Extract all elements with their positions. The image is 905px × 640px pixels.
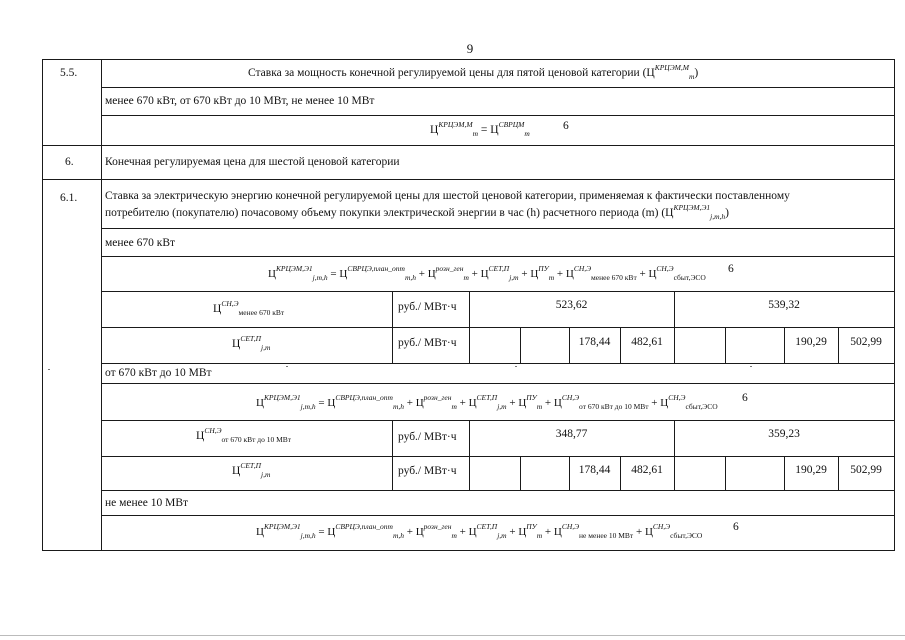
table-rule — [101, 327, 895, 328]
row-title: Конечная регулируемая цена для шестой ценовой категории — [105, 156, 400, 168]
table-border-left — [42, 59, 43, 550]
scan-speck — [48, 369, 50, 370]
page-number: 9 — [466, 41, 474, 56]
footnote-mark: 6 — [728, 263, 734, 275]
value-cell: 190,29 — [795, 464, 827, 476]
unit-label: руб./ МВт·ч — [398, 337, 457, 349]
row-title: Ставка за мощность конечной регулируемой цены для пятой ценовой категории $(Ц^{КРЦЭМ,М}_m)$ — [248, 63, 699, 81]
col-rule — [520, 327, 521, 363]
col-rule — [392, 420, 393, 490]
unit-label: руб./ МВт·ч — [398, 465, 457, 477]
table-rule — [42, 179, 895, 180]
table-rule — [101, 456, 895, 457]
table-rule — [42, 145, 895, 146]
table-rule — [101, 363, 895, 364]
table-rule — [101, 256, 895, 257]
scan-speck — [515, 366, 517, 367]
table-rule — [101, 87, 895, 88]
row-title-line2: потребителю (покупателю) почасовому объему покупки электрической энергии в час (h) расчетного периода (m) $(Ц^{КРЦЭМ,Э1}_{j,m,h})$ — [105, 203, 729, 221]
scan-speck — [750, 366, 752, 367]
col-rule — [725, 327, 726, 363]
row-title-line1: Ставка за электрическую энергию конечной регулируемой цены для шестой ценовой категории, применяемая к фактически поставленному — [105, 190, 790, 202]
table-rule — [42, 59, 895, 60]
table-rule — [101, 515, 895, 516]
col-rule — [725, 456, 726, 490]
rate-label: $Ц^{СЕТ,П}_{j,m}$ — [232, 334, 271, 352]
row-number: 6. — [65, 156, 74, 168]
table-rule — [42, 550, 895, 551]
segment-label: от 670 кВт до 10 МВт — [105, 367, 212, 379]
table-border-right — [894, 59, 895, 550]
col-rule — [520, 456, 521, 490]
unit-label: руб./ МВт·ч — [398, 431, 457, 443]
rate-label: $Ц^{СН,Э}_{от 670 кВт до 10 МВт}$ — [196, 426, 292, 444]
value-cell: 482,61 — [631, 336, 663, 348]
rate-label: $Ц^{СН,Э}_{менее 670 кВт}$ — [213, 299, 285, 317]
segment-label: не менее 10 МВт — [105, 497, 189, 509]
table-rule — [101, 490, 895, 491]
formula: $Ц^{КРЦЭМ,Э1}_{j,m,h} = Ц^{СВРЦЭ,план\_опт}_{m,h} + Ц^{розн\_ген}_m + Ц^{СЕТ,П}_{j,m} + Ц^{ПУ}_m + Ц^{СН,Э}_{от 670 кВт до 10 МВт} + Ц^{СН,Э}_{сбыт,ЭСО}$ — [256, 393, 718, 411]
row-number: 6.1. — [60, 192, 78, 204]
table-rule — [101, 291, 895, 292]
footnote-mark: 6 — [742, 392, 748, 404]
formula: $Ц^{КРЦЭМ,Э1}_{j,m,h} = Ц^{СВРЦЭ,план\_опт}_{m,h} + Ц^{розн\_ген}_m + Ц^{СЕТ,П}_{j,m} + Ц^{ПУ}_m + Ц^{СН,Э}_{не менее 10 МВт} + Ц^{СН,Э}_{сбыт,ЭСО}$ — [256, 522, 703, 540]
scan-speck — [286, 366, 288, 367]
value-cell: 523,62 — [555, 299, 588, 311]
scan-edge — [0, 635, 905, 636]
value-cell: 539,32 — [768, 299, 800, 311]
table-rule — [101, 115, 895, 116]
table-rule — [101, 420, 895, 421]
row-subtitle: менее 670 кВт, от 670 кВт до 10 МВт, не менее 10 МВт — [105, 95, 375, 107]
table-rule — [101, 228, 895, 229]
segment-label: менее 670 кВт — [105, 237, 176, 249]
row-number: 5.5. — [60, 67, 78, 79]
unit-label: руб./ МВт·ч — [398, 301, 457, 313]
table-rule — [101, 383, 895, 384]
value-cell: 178,44 — [578, 336, 611, 348]
rate-label: $Ц^{СЕТ,П}_{j,m}$ — [232, 461, 271, 479]
footnote-mark: 6 — [733, 521, 739, 533]
col-rule — [392, 291, 393, 363]
formula: $Ц^{КРЦЭМ,М}_m = Ц^{СВРЦМ}_m$ — [430, 120, 530, 138]
value-cell: 178,44 — [578, 464, 611, 476]
footnote-mark: 6 — [563, 120, 569, 132]
value-cell: 502,99 — [850, 464, 882, 476]
formula: $Ц^{КРЦЭМ,Э1}_{j,m,h} = Ц^{СВРЦЭ,план\_опт}_{m,h} + Ц^{розн\_ген}_m + Ц^{СЕТ,П}_{j,m} + Ц^{ПУ}_m + Ц^{СН,Э}_{менее 670 кВт} + Ц^{СН,Э}_{сбыт,ЭСО}$ — [268, 264, 706, 282]
table-border-col1 — [101, 59, 102, 550]
value-cell: 190,29 — [795, 336, 827, 348]
value-cell: 482,61 — [631, 464, 663, 476]
value-cell: 359,23 — [768, 428, 800, 440]
value-cell: 348,77 — [555, 428, 588, 440]
value-cell: 502,99 — [850, 336, 882, 348]
